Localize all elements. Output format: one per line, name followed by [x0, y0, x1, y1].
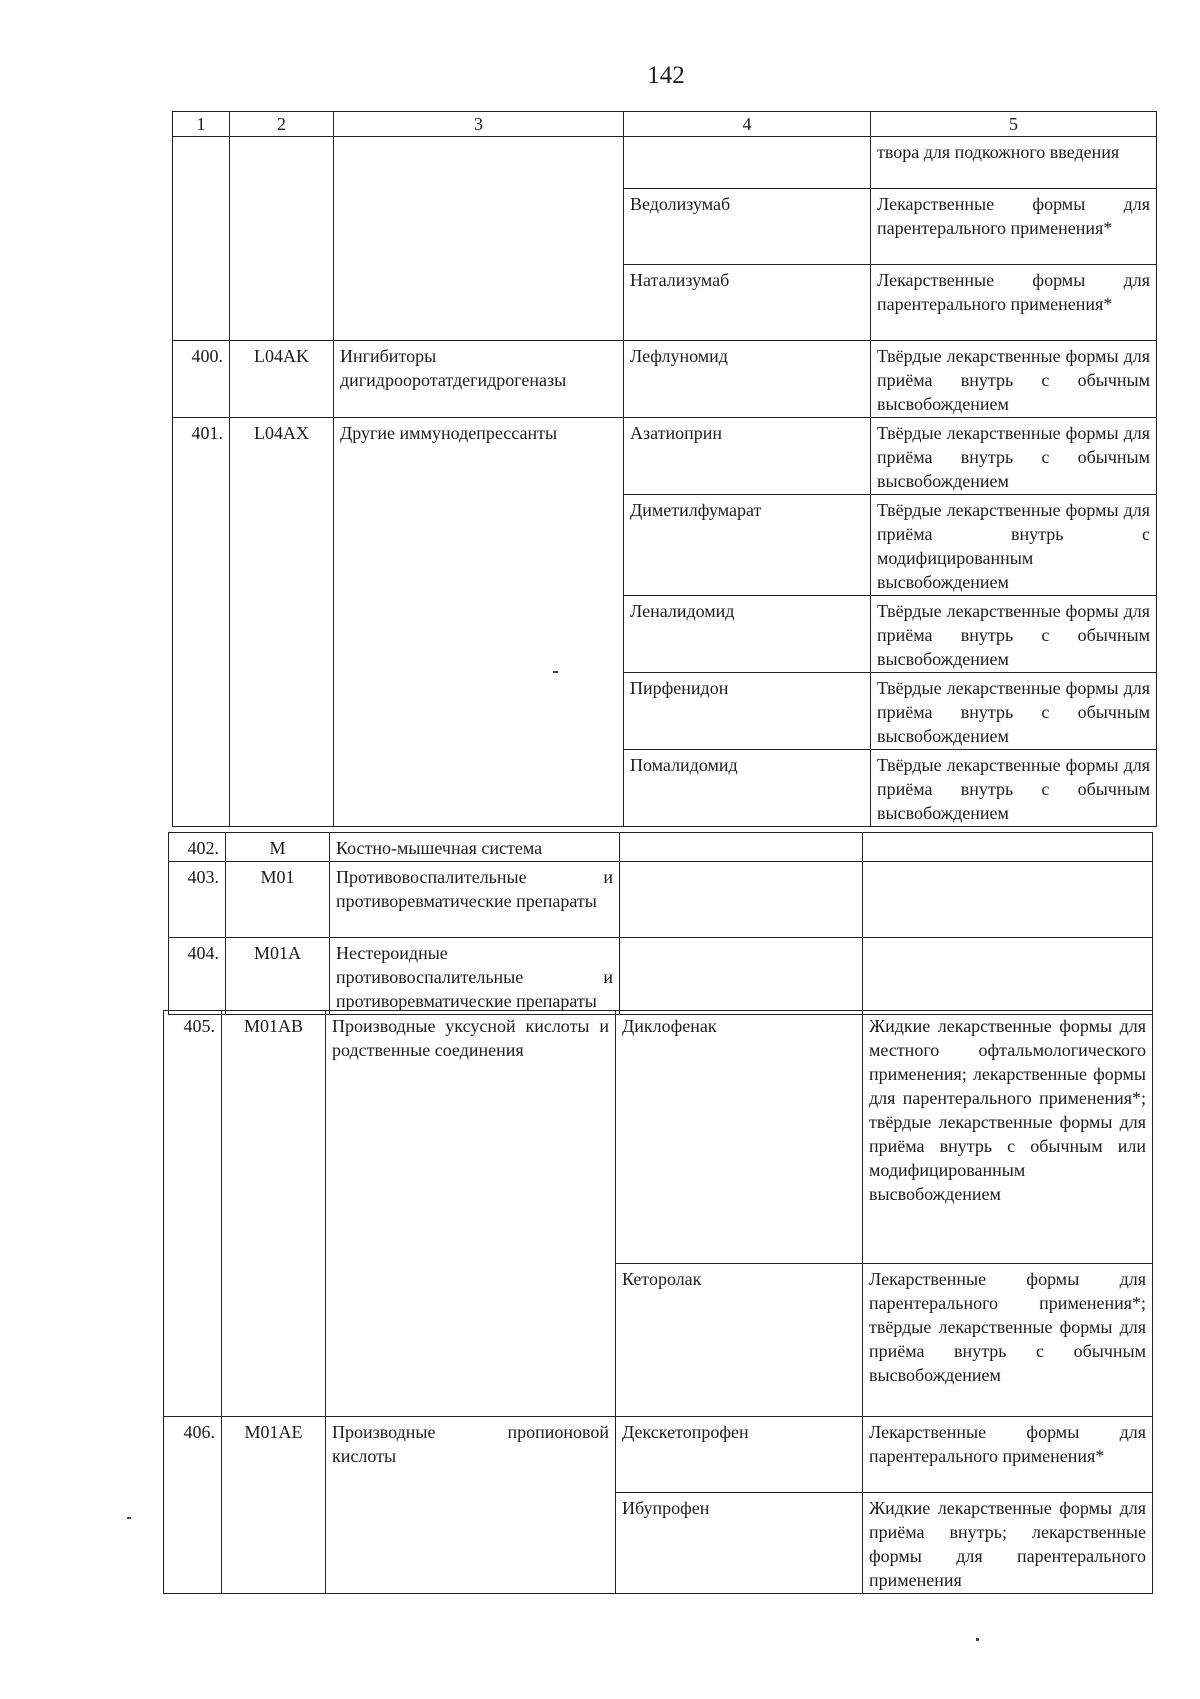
row-number: 404.	[169, 938, 226, 1015]
drug-name: Диклофенак	[616, 1011, 863, 1264]
atc-code: M01AE	[222, 1417, 326, 1594]
dosage-form: Твёрдые лекарственные формы для приёма внутрь с обычным высвобождением	[871, 341, 1157, 418]
drug-name	[624, 137, 871, 189]
atc-code: M	[226, 833, 330, 862]
table-row	[164, 1417, 1153, 1493]
dosage-form: Твёрдые лекарственные формы для приёма внутрь с обычным высвобождением	[871, 596, 1157, 673]
dosage-form	[863, 938, 1153, 1015]
drug-name	[620, 833, 863, 862]
dosage-form: Твёрдые лекарственные формы для приёма внутрь с модифицированным высвобождением	[871, 495, 1157, 596]
atc-code: M01	[226, 862, 330, 938]
dosage-form	[863, 833, 1153, 862]
table-header-row	[173, 112, 1157, 137]
drug-name	[620, 938, 863, 1015]
atc-group-name	[334, 137, 624, 341]
dosage-form: Лекарственные формы для парентерального применения*	[871, 189, 1157, 265]
table-row	[169, 833, 1153, 862]
drug-name: Натализумаб	[624, 265, 871, 341]
atc-code: L04AX	[230, 418, 334, 827]
drug-name: Азатиоприн	[624, 418, 871, 495]
dosage-form: Твёрдые лекарственные формы для приёма внутрь с обычным высвобождением	[871, 750, 1157, 827]
drug-name: Помалидомид	[624, 750, 871, 827]
table-segment-3	[163, 1010, 1153, 1594]
scan-speck	[127, 1517, 131, 1519]
table-row	[169, 862, 1153, 938]
page-number: 142	[647, 62, 685, 89]
table-row	[169, 938, 1153, 1015]
drug-name	[620, 862, 863, 938]
dosage-form: Жидкие лекарственные формы для приёма внутрь; лекарственные формы для парентерального применения	[863, 1493, 1153, 1594]
column-header: 5	[871, 112, 1157, 137]
row-number: 403.	[169, 862, 226, 938]
table-row	[173, 418, 1157, 495]
row-number: 406.	[164, 1417, 222, 1594]
row-number: 401.	[173, 418, 230, 827]
atc-group-name: Противовоспалительные и противоревматические препараты	[330, 862, 620, 938]
table-row	[164, 1011, 1153, 1264]
atc-group-name: Производные уксусной кислоты и родственные соединения	[326, 1011, 616, 1417]
atc-code: M01A	[226, 938, 330, 1015]
atc-group-name: Костно-мышечная система	[330, 833, 620, 862]
table-segment-1	[172, 111, 1157, 827]
atc-code: L04AK	[230, 341, 334, 418]
row-number: 402.	[169, 833, 226, 862]
atc-group-name: Нестероидные противовоспалительные и противоревматические препараты	[330, 938, 620, 1015]
drug-name: Кеторолак	[616, 1264, 863, 1417]
atc-group-name: Другие иммунодепрессанты	[334, 418, 624, 827]
atc-group-name: Ингибиторы дигидрооротатдегидрогеназы	[334, 341, 624, 418]
table-row	[173, 341, 1157, 418]
drug-name: Лефлуномид	[624, 341, 871, 418]
drug-name: Пирфенидон	[624, 673, 871, 750]
atc-code: M01AB	[222, 1011, 326, 1417]
column-header: 3	[334, 112, 624, 137]
row-number: 405.	[164, 1011, 222, 1417]
drug-name: Леналидомид	[624, 596, 871, 673]
column-header: 2	[230, 112, 334, 137]
column-header: 1	[173, 112, 230, 137]
row-number: 400.	[173, 341, 230, 418]
drug-name: Декскетопрофен	[616, 1417, 863, 1493]
dosage-form: Твёрдые лекарственные формы для приёма внутрь с обычным высвобождением	[871, 673, 1157, 750]
dosage-form: Лекарственные формы для парентерального применения*	[863, 1417, 1153, 1493]
column-header: 4	[624, 112, 871, 137]
dosage-form	[863, 862, 1153, 938]
drug-name: Ведолизумаб	[624, 189, 871, 265]
dosage-form: Лекарственные формы для парентерального применения*; твёрдые лекарственные формы для приёма внутрь с обычным высвобождением	[863, 1264, 1153, 1417]
table-segment-2	[168, 832, 1153, 1015]
atc-group-name: Производные пропионовой кислоты	[326, 1417, 616, 1594]
dosage-form: Твёрдые лекарственные формы для приёма внутрь с обычным высвобождением	[871, 418, 1157, 495]
scan-speck	[553, 671, 558, 673]
dosage-form: твора для подкожного введения	[871, 137, 1157, 189]
atc-code	[230, 137, 334, 341]
table-row	[173, 137, 1157, 189]
scan-speck	[976, 1638, 979, 1641]
row-number	[173, 137, 230, 341]
dosage-form: Лекарственные формы для парентерального применения*	[871, 265, 1157, 341]
dosage-form: Жидкие лекарственные формы для местного офтальмологического применения; лекарственные формы для парентерального применения*; твёрдые лекарственные формы для приёма внутрь с обычным или модифицированным высвобождением	[863, 1011, 1153, 1264]
drug-name: Ибупрофен	[616, 1493, 863, 1594]
drug-name: Диметилфумарат	[624, 495, 871, 596]
